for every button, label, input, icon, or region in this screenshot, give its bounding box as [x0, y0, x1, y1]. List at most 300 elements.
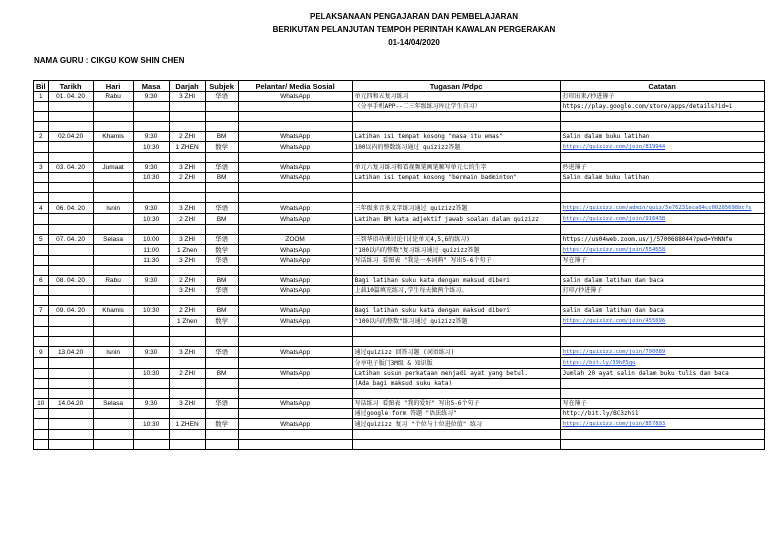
table-row [34, 409, 765, 419]
table-cell [352, 193, 560, 203]
table-cell [238, 337, 352, 347]
table-cell [238, 440, 352, 450]
header-date-range: 01-14/04/2020 [388, 38, 440, 47]
table-cell [48, 122, 93, 132]
table-cell [205, 266, 238, 276]
table-cell [133, 327, 169, 337]
table-cell [352, 440, 560, 450]
table-cell: 打印/抄进簿子 [560, 286, 764, 296]
table-row [34, 235, 765, 245]
table-cell: http://bit.ly/BC3zhi1 [560, 409, 764, 419]
table-cell [93, 122, 133, 132]
table-cell [133, 296, 169, 306]
table-cell [133, 153, 169, 163]
table-cell [133, 379, 169, 389]
table-cell: WhatsApp [238, 399, 352, 409]
table-cell: Salin dalam buku latihan [560, 173, 764, 183]
table-row [34, 112, 765, 122]
table-cell: "100以内的整数"复习练习通过 quizizz答题 [352, 245, 560, 256]
table-cell: 华语 [205, 399, 238, 409]
table-cell [133, 102, 169, 112]
table-cell: 9:30 [133, 203, 169, 214]
table-row [34, 256, 765, 266]
table-cell [34, 256, 49, 266]
table-cell [560, 389, 764, 399]
table-cell: 08. 04. 20 [48, 276, 93, 286]
table-cell: 10:30 [133, 369, 169, 379]
table-cell: 3 ZHI [169, 203, 205, 214]
table-cell [238, 430, 352, 440]
table-cell [48, 369, 93, 379]
table-cell: https://us04web.zoom.us/j/5700688044?pwd=YHNNfe [560, 235, 764, 245]
table-cell: WhatsApp [238, 276, 352, 286]
table-cell [34, 358, 49, 369]
table-cell: 3 ZHI [169, 286, 205, 296]
table-cell [93, 337, 133, 347]
table-cell: WhatsApp [238, 203, 352, 214]
table-cell [205, 337, 238, 347]
table-body [34, 92, 765, 450]
table-row [34, 316, 765, 327]
table-cell [93, 225, 133, 235]
table-cell [560, 193, 764, 203]
table-cell [93, 409, 133, 419]
table-cell: 9 [34, 347, 49, 358]
table-cell: WhatsApp [238, 306, 352, 316]
table-cell [352, 122, 560, 132]
table-cell [238, 389, 352, 399]
table-cell [352, 225, 560, 235]
table-cell: 数学 [205, 316, 238, 327]
table-cell [34, 225, 49, 235]
table-cell: 10:30 [133, 306, 169, 316]
table-cell: WhatsApp [238, 92, 352, 102]
table-cell: 华语 [205, 286, 238, 296]
table-cell [205, 225, 238, 235]
table-cell [133, 286, 169, 296]
teacher-name: NAMA GURU : CIKGU KOW SHIN CHEN [34, 56, 185, 65]
table-cell: 02.04.20 [48, 132, 93, 142]
table-cell: 三智华语功课讨论(讨论单元4,5,6的练习) [352, 235, 560, 245]
table-cell: WhatsApp [238, 142, 352, 153]
table-cell: BM [205, 276, 238, 286]
table-cell [205, 358, 238, 369]
table-cell [560, 327, 764, 337]
table-cell: Latihan susun perkataan menjadi ayat yang betul. [352, 369, 560, 379]
table-cell [205, 389, 238, 399]
table-cell [352, 327, 560, 337]
table-cell [238, 122, 352, 132]
table-cell [48, 316, 93, 327]
table-cell: 2 ZHI [169, 173, 205, 183]
table-cell: 上载10篇填充练习,学生每天做两个练习。 [352, 286, 560, 296]
table-cell: 华语 [205, 92, 238, 102]
table-cell [48, 256, 93, 266]
table-cell: 14.04.20 [48, 399, 93, 409]
table-cell [352, 183, 560, 193]
column-header: Tugasan /Pdpc [352, 81, 560, 92]
table-cell: 9:30 [133, 399, 169, 409]
table-cell [560, 214, 764, 225]
table-row [34, 358, 765, 369]
table-cell: 6 [34, 276, 49, 286]
table-cell [133, 358, 169, 369]
table-cell [93, 153, 133, 163]
table-cell: 通过google form 答题 "语法练习" [352, 409, 560, 419]
table-cell: Bagi latihan suku kata dengan maksud diberi [352, 306, 560, 316]
table-cell [48, 173, 93, 183]
table-cell: WhatsApp [238, 163, 352, 173]
table-cell: 单元六复习练习和看视频笔画笔顺写单元七的生字 [352, 163, 560, 173]
table-row [34, 327, 765, 337]
table-cell: Jumlah 20 ayat salin dalam buku tulis dan baca [560, 369, 764, 379]
table-cell [560, 183, 764, 193]
link[interactable]: https://quizizz.com/join/857893 [562, 421, 666, 427]
table-row [34, 389, 765, 399]
table-cell: ZOOM [238, 235, 352, 245]
table-cell: Isnin [93, 347, 133, 358]
table-cell: 写话练习 看图表 "我的爱好" 写出5-6个句子 [352, 399, 560, 409]
table-cell [34, 102, 49, 112]
table-cell: Selasa [93, 235, 133, 245]
table-cell: WhatsApp [238, 256, 352, 266]
table-cell [34, 316, 49, 327]
column-header: Bil [34, 81, 49, 92]
table-cell [48, 102, 93, 112]
table-cell: 2 ZHI [169, 132, 205, 142]
table-cell: WhatsApp [238, 347, 352, 358]
table-cell [34, 286, 49, 296]
table-cell [48, 142, 93, 153]
table-cell: WhatsApp [238, 286, 352, 296]
table-cell: 3 ZHI [169, 347, 205, 358]
table-cell: Khamis [93, 132, 133, 142]
table-cell: 9:30 [133, 276, 169, 286]
table-row [34, 440, 765, 450]
table-cell [48, 245, 93, 256]
table-cell: BM [205, 306, 238, 316]
table-cell: Latihan BM kata adjektif jawab soalan dalam quizizz [352, 214, 560, 225]
table-cell [238, 112, 352, 122]
table-cell [93, 440, 133, 450]
table-row [34, 266, 765, 276]
table-cell [34, 153, 49, 163]
table-cell: Jumaat [93, 163, 133, 173]
table-cell [205, 153, 238, 163]
link[interactable]: https://quizizz.com/admin/quiz/5e76231eca04cc00205698bc?s [562, 205, 752, 211]
table-cell [205, 102, 238, 112]
table-cell: 三年级多音多义字练习通过 quizizz答题 [352, 203, 560, 214]
table-cell [34, 369, 49, 379]
table-cell [133, 183, 169, 193]
table-cell: 9:30 [133, 92, 169, 102]
table-cell [34, 112, 49, 122]
table-cell [352, 389, 560, 399]
column-header: Subjek [205, 81, 238, 92]
link[interactable]: https://bit.ly/39hPSqu [562, 360, 636, 366]
table-cell [238, 153, 352, 163]
table-row [34, 347, 765, 358]
table-cell: 10 [34, 399, 49, 409]
table-cell [205, 183, 238, 193]
table-row [34, 399, 765, 409]
header-subtitle: BERIKUTAN PELANJUTAN TEMPOH PERINTAH KAWALAN PERGERAKAN [272, 25, 556, 34]
table-cell: 华语 [205, 256, 238, 266]
table-cell [48, 266, 93, 276]
table-row [34, 286, 765, 296]
table-cell [169, 389, 205, 399]
table-row [34, 296, 765, 306]
table-cell: Bagi latihan suku kata dengan maksud diberi [352, 276, 560, 286]
table-cell: 100以内的整数练习通过 quizizz答题 [352, 142, 560, 153]
table-cell [169, 327, 205, 337]
document-header [0, 10, 768, 49]
table-cell [93, 327, 133, 337]
table-cell [93, 358, 133, 369]
table-cell: 3 ZHI [169, 256, 205, 266]
table-cell: 9:30 [133, 163, 169, 173]
table-cell [93, 173, 133, 183]
table-header-row [34, 81, 765, 92]
table-cell [205, 409, 238, 419]
table-cell [560, 379, 764, 389]
table-cell: 分享电子版门3M级 & 知识版 [352, 358, 560, 369]
link[interactable]: https://quizizz.com/join/554658 [562, 247, 666, 253]
table-cell [560, 266, 764, 276]
column-header: Catatan [560, 81, 764, 92]
table-cell [48, 183, 93, 193]
table-cell: 4 [34, 203, 49, 214]
table-cell [34, 296, 49, 306]
table-cell: 华语 [205, 235, 238, 245]
table-cell [133, 440, 169, 450]
link[interactable]: https://quizizz.com/join/455696 [562, 318, 666, 324]
table-cell [34, 142, 49, 153]
table-cell: 单元四和五复习练习 [352, 92, 560, 102]
table-cell [48, 193, 93, 203]
column-header: Tarikh [48, 81, 93, 92]
table-cell [238, 266, 352, 276]
table-cell [238, 225, 352, 235]
table-cell [48, 112, 93, 122]
table-cell [560, 358, 764, 369]
table-cell [133, 193, 169, 203]
table-cell: 10:30 [133, 419, 169, 430]
table-cell: 3 ZHI [169, 235, 205, 245]
table-cell: Rabu [93, 92, 133, 102]
table-cell: Selasa [93, 399, 133, 409]
link[interactable]: https://quizizz.com/join/819944 [562, 144, 666, 150]
table-cell [560, 122, 764, 132]
table-cell [169, 379, 205, 389]
table-row [34, 122, 765, 132]
table-cell [48, 327, 93, 337]
table-row [34, 379, 765, 389]
table-cell [169, 440, 205, 450]
table-cell: 通过quizizz 复习 "个位与十位进位值" 练习 [352, 419, 560, 430]
table-cell [169, 358, 205, 369]
table-cell: 03. 04. 20 [48, 163, 93, 173]
table-cell: 7 [34, 306, 49, 316]
table-row [34, 92, 765, 102]
table-cell [93, 369, 133, 379]
table-cell: 9:30 [133, 132, 169, 142]
table-cell: BM [205, 369, 238, 379]
table-cell [560, 112, 764, 122]
column-header: Darjah [169, 81, 205, 92]
table-cell [48, 153, 93, 163]
table-cell: 06. 04. 20 [48, 203, 93, 214]
table-cell: 2 ZHI [169, 369, 205, 379]
schedule-table [33, 80, 765, 450]
table-cell: 抄进簿子 [560, 163, 764, 173]
table-cell: 10:30 [133, 214, 169, 225]
table-cell [133, 430, 169, 440]
table-cell: 1 [34, 92, 49, 102]
table-cell [34, 337, 49, 347]
table-row [34, 142, 765, 153]
table-cell [34, 193, 49, 203]
table-cell [48, 296, 93, 306]
table-cell [238, 183, 352, 193]
table-cell [560, 296, 764, 306]
table-cell [169, 296, 205, 306]
table-cell: https://play.google.com/store/apps/details?id=i [560, 102, 764, 112]
table-cell [48, 358, 93, 369]
table-cell [93, 214, 133, 225]
table-cell [93, 266, 133, 276]
table-cell [48, 389, 93, 399]
table-cell [560, 142, 764, 153]
link[interactable]: https://quizizz.com/join/790089 [562, 349, 666, 355]
column-header: Pelantar/ Media Sosial [238, 81, 352, 92]
table-cell [133, 266, 169, 276]
table-cell: 11:00 [133, 245, 169, 256]
table-row [34, 276, 765, 286]
table-cell [238, 102, 352, 112]
table-cell [48, 409, 93, 419]
table-cell [48, 337, 93, 347]
table-cell [48, 430, 93, 440]
table-cell [169, 193, 205, 203]
table-cell [133, 122, 169, 132]
table-cell [560, 225, 764, 235]
link[interactable]: https://quizizz.com/join/916438 [562, 216, 666, 222]
table-cell: BM [205, 173, 238, 183]
table-cell [352, 296, 560, 306]
table-cell [93, 316, 133, 327]
table-cell [93, 193, 133, 203]
table-cell: WhatsApp [238, 419, 352, 430]
table-cell [133, 409, 169, 419]
table-cell: 1 ZHEN [169, 419, 205, 430]
table-cell [34, 266, 49, 276]
table-cell [34, 430, 49, 440]
table-cell: 01. 04. 20 [48, 92, 93, 102]
table-cell [169, 409, 205, 419]
table-cell [93, 296, 133, 306]
table-cell [93, 102, 133, 112]
column-header: Masa [133, 81, 169, 92]
table-cell: Latihan isi tempat kosong "masa itu emas" [352, 132, 560, 142]
table-cell [560, 337, 764, 347]
table-cell: 华语 [205, 347, 238, 358]
table-cell [169, 337, 205, 347]
table-cell [205, 379, 238, 389]
table-row [34, 245, 765, 256]
table-cell [205, 112, 238, 122]
table-cell: WhatsApp [238, 132, 352, 142]
table-cell: WhatsApp [238, 173, 352, 183]
table-cell: salin dalam latihan dan baca [560, 306, 764, 316]
table-cell [34, 389, 49, 399]
table-cell [34, 327, 49, 337]
table-cell: WhatsApp [238, 369, 352, 379]
table-cell: 数学 [205, 142, 238, 153]
table-cell: Isnin [93, 203, 133, 214]
table-cell: BM [205, 214, 238, 225]
table-cell [34, 409, 49, 419]
table-cell: 打印出来/抄进簿子 [560, 92, 764, 102]
table-cell: 09. 04. 20 [48, 306, 93, 316]
table-cell [238, 327, 352, 337]
table-cell: 写在簿子 [560, 256, 764, 266]
table-cell [352, 266, 560, 276]
table-cell [133, 389, 169, 399]
table-cell [169, 122, 205, 132]
table-cell [560, 419, 764, 430]
table-cell: Salin dalam buku latihan [560, 132, 764, 142]
table-cell [560, 430, 764, 440]
table-cell: 3 [34, 163, 49, 173]
table-cell [34, 173, 49, 183]
table-cell [93, 142, 133, 153]
table-cell: 11:30 [133, 256, 169, 266]
column-header: Hari [93, 81, 133, 92]
table-cell [352, 153, 560, 163]
table-cell [93, 256, 133, 266]
table-cell [34, 379, 49, 389]
table-cell: 通过quizizz 回答习题 (词语练习) [352, 347, 560, 358]
table-cell: Latihan isi tempat kosong "bermain badminton" [352, 173, 560, 183]
table-cell: Rabu [93, 276, 133, 286]
table-cell: 3 ZHI [169, 163, 205, 173]
table-cell [93, 379, 133, 389]
table-cell [34, 122, 49, 132]
table-cell [560, 440, 764, 450]
table-cell: 9:30 [133, 347, 169, 358]
table-cell: 1 ZHEN [169, 142, 205, 153]
table-row [34, 419, 765, 430]
table-cell: 2 ZHI [169, 306, 205, 316]
table-cell [205, 296, 238, 306]
table-row [34, 203, 765, 214]
table-cell [560, 203, 764, 214]
table-cell: 10:00 [133, 235, 169, 245]
table-cell [34, 419, 49, 430]
table-cell [352, 337, 560, 347]
table-cell [93, 430, 133, 440]
table-cell [48, 214, 93, 225]
table-cell: 10:30 [133, 142, 169, 153]
table-cell [169, 183, 205, 193]
table-cell [48, 225, 93, 235]
table-cell [205, 440, 238, 450]
table-cell [169, 225, 205, 235]
table-cell: 3 ZHI [169, 92, 205, 102]
table-cell [93, 245, 133, 256]
table-cell [560, 153, 764, 163]
